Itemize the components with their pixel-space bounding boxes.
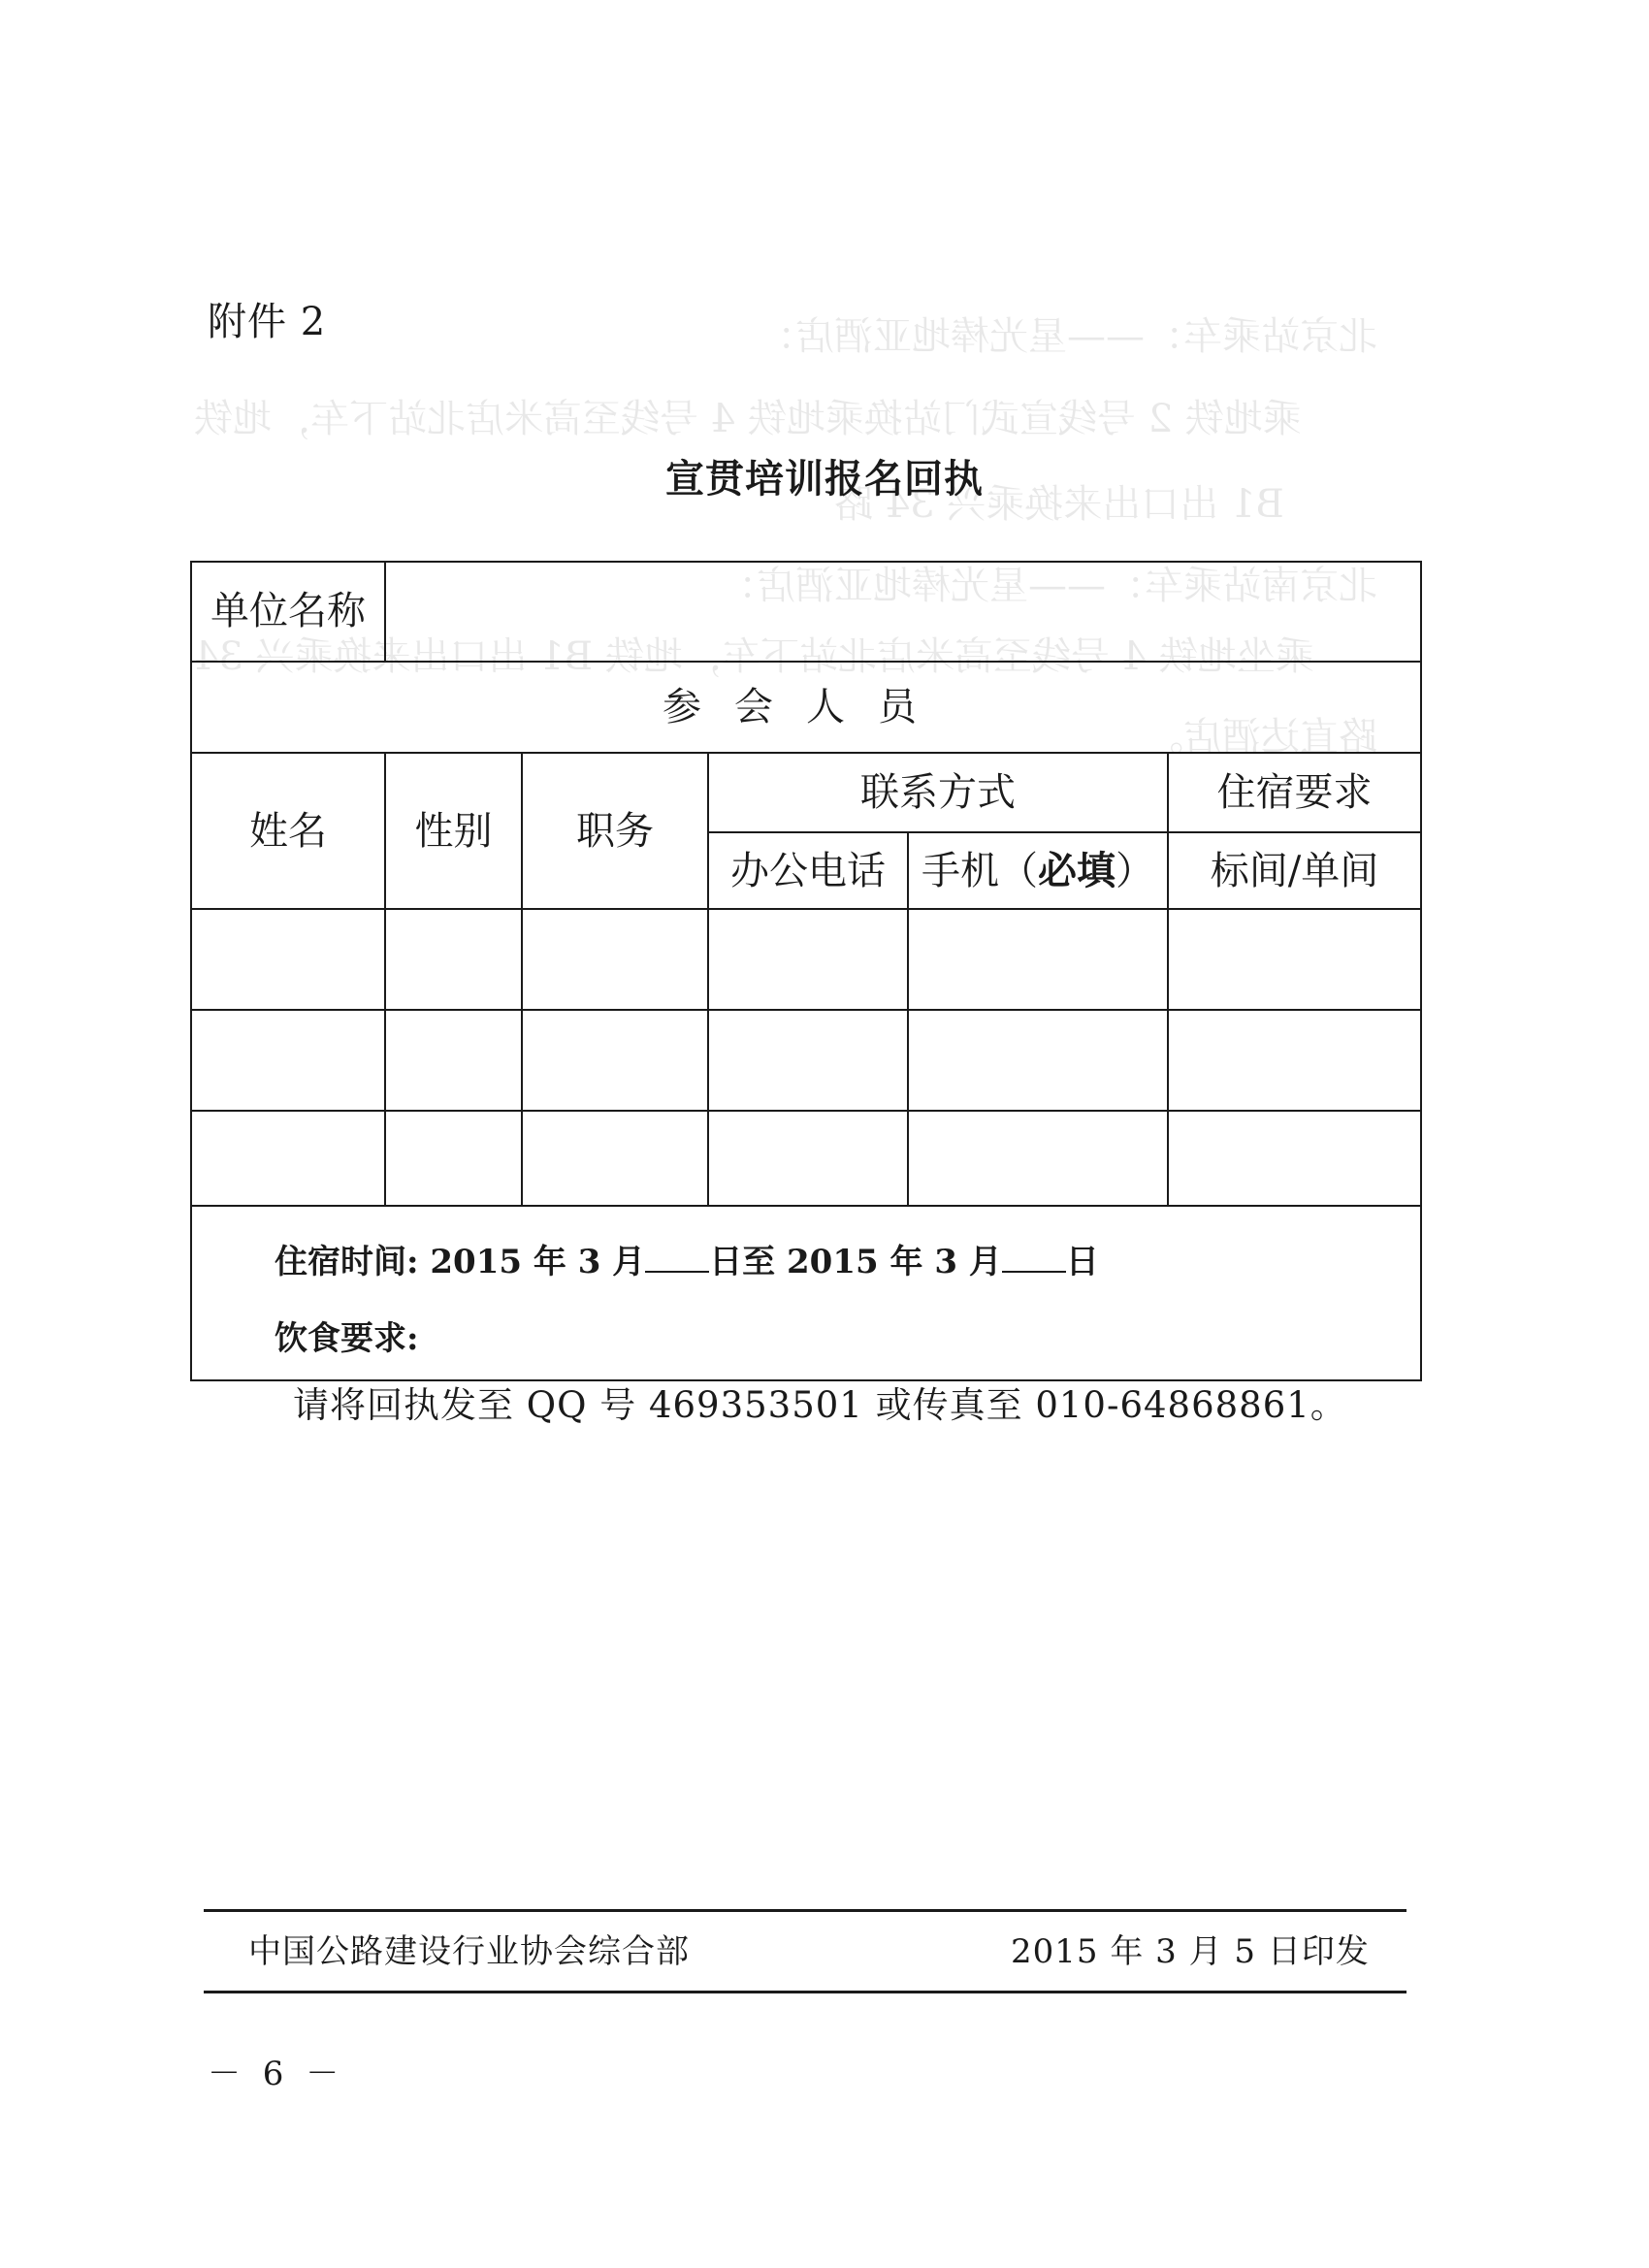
bleed-through-text: 路直达酒店。 <box>1145 715 1377 760</box>
unit-name-field[interactable] <box>385 562 1421 662</box>
table-row <box>191 1010 1421 1111</box>
stay-time-line: 住宿时间: 2015 年 3 月 日至 2015 年 3 月 日 <box>192 1207 1420 1298</box>
position-cell[interactable] <box>522 909 708 1010</box>
room-type-header: 标间/单间 <box>1168 832 1421 909</box>
mobile-required-note: 必填 <box>1038 847 1116 893</box>
room-type-cell[interactable] <box>1168 1010 1421 1111</box>
gender-column-header: 性别 <box>385 753 522 909</box>
position-cell[interactable] <box>522 1111 708 1206</box>
bleed-through-text: B1 出口出来换乘兴 34 路 <box>834 482 1284 527</box>
stay-and-diet-section <box>191 1206 1421 1380</box>
page-number: － 6 － <box>208 2055 345 2093</box>
name-column-header: 姓名 <box>191 753 385 909</box>
bleed-through-text: 北京南站乘车：——星光棒地亚酒店： <box>718 564 1377 608</box>
office-phone-cell[interactable] <box>708 1010 908 1111</box>
mobile-cell[interactable] <box>908 909 1168 1010</box>
bleed-through-text: 乘坐地铁 4 号线至高米店北站下车，地铁 B1 出口出来换乘兴 34 <box>194 634 1314 679</box>
unit-name-label: 单位名称 <box>191 562 385 662</box>
check-in-day-blank[interactable] <box>645 1238 709 1273</box>
issuer-name: 中国公路建设行业协会综合部 <box>248 1932 690 1971</box>
form-title: 宣贯培训报名回执 <box>665 457 984 502</box>
footer-top-rule <box>204 1909 1406 1912</box>
issue-date: 2015 年 3 月 5 日印发 <box>1011 1932 1370 1971</box>
footer-bottom-rule <box>204 1991 1406 1993</box>
accommodation-column-header: 住宿要求 <box>1168 753 1421 832</box>
contact-column-header: 联系方式 <box>708 753 1168 832</box>
mobile-cell[interactable] <box>908 1010 1168 1111</box>
name-cell[interactable] <box>191 1111 385 1206</box>
submission-instruction: 请将回执发至 QQ 号 469353501 或传真至 010-64868861。 <box>293 1384 1347 1426</box>
participants-header: 参会人员 <box>191 662 1421 753</box>
attachment-label: 附件 2 <box>208 300 327 344</box>
table-row <box>191 1111 1421 1206</box>
diet-requirement-line: 饮食要求: <box>275 1319 419 1358</box>
office-phone-cell[interactable] <box>708 1111 908 1206</box>
gender-cell[interactable] <box>385 1010 522 1111</box>
position-column-header: 职务 <box>522 753 708 909</box>
check-out-day-blank[interactable] <box>1002 1238 1066 1273</box>
bleed-through-text: 北京站乘车：——星光棒地亚酒店： <box>757 314 1377 359</box>
name-cell[interactable] <box>191 909 385 1010</box>
table-row <box>191 909 1421 1010</box>
registration-form-table <box>190 561 1422 1381</box>
gender-cell[interactable] <box>385 909 522 1010</box>
office-phone-header: 办公电话 <box>708 832 908 909</box>
gender-cell[interactable] <box>385 1111 522 1206</box>
mobile-header: 手机（必填） <box>908 832 1168 909</box>
bleed-through-text: 乘地铁 2 号线宣武门站换乘地铁 4 号线至高米店北站下车，地铁 <box>194 397 1302 441</box>
name-cell[interactable] <box>191 1010 385 1111</box>
mobile-cell[interactable] <box>908 1111 1168 1206</box>
office-phone-cell[interactable] <box>708 909 908 1010</box>
room-type-cell[interactable] <box>1168 1111 1421 1206</box>
room-type-cell[interactable] <box>1168 909 1421 1010</box>
position-cell[interactable] <box>522 1010 708 1111</box>
